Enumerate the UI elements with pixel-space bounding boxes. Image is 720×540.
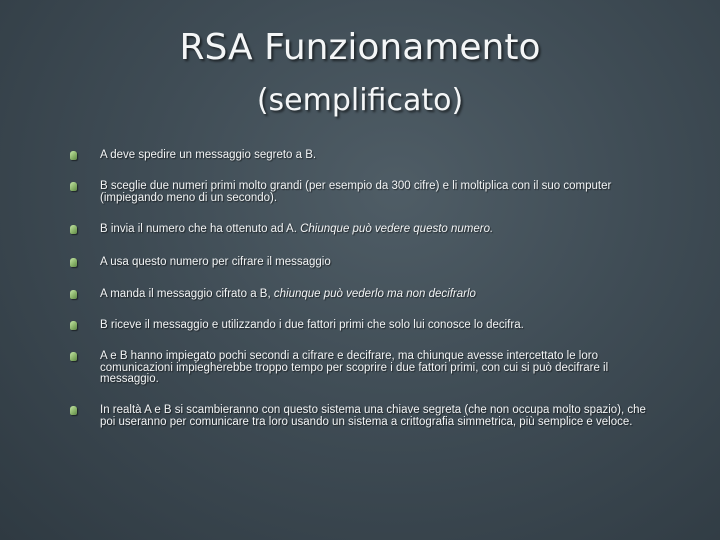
bullet-item-5	[70, 289, 476, 301]
bullet-text: B sceglie due numeri primi molto grandi (per esempio da 300 cifre) e li moltiplica con il suo computer (impiegando meno di un secondo).	[100, 180, 612, 204]
bullet-marker-icon	[70, 258, 77, 267]
bullet-marker-icon	[70, 406, 77, 415]
bullet-item-3	[70, 224, 493, 236]
bullet-item-1	[70, 150, 316, 162]
bullet-text: A e B hanno impiegato pochi secondi a cifrare e decifrare, ma chiunque avesse intercettato le loro comunicazioni impiegherebbe troppo tempo per scoprire i due fattori primi, con cui si può decifrare il messaggio.	[100, 350, 609, 385]
bullet-marker-icon	[70, 151, 77, 160]
bullet-text: B invia il numero che ha ottenuto ad A.	[100, 223, 301, 235]
bullet-text: B riceve il messaggio e utilizzando i due fattori primi che solo lui conosce lo decifra.	[100, 319, 524, 331]
bullet-text: A manda il messaggio cifrato a B,	[100, 288, 274, 300]
bullet-text: A deve spedire un messaggio segreto a B.	[100, 149, 317, 161]
bullet-italic-text: Chiunque può vedere questo numero.	[300, 223, 494, 235]
bullet-text: In realtà A e B si scambieranno con questo sistema una chiave segreta (che non occupa molto spazio), che poi useranno per comunicare tra loro usando un sistema a crittografia simmetrica, più semplice e veloce.	[100, 404, 646, 428]
slide-title	[0, 27, 720, 118]
bullet-item-2	[70, 181, 650, 204]
bullet-marker-icon	[70, 182, 77, 191]
title-line-1: RSA Funzionamento	[179, 27, 541, 68]
bullet-marker-icon	[70, 352, 77, 361]
bullet-marker-icon	[70, 290, 77, 299]
bullet-item-6	[70, 320, 524, 332]
bullet-marker-icon	[70, 321, 77, 330]
bullet-text: A usa questo numero per cifrare il messaggio	[100, 256, 331, 268]
bullet-item-7	[70, 351, 650, 386]
title-line-2: (semplificato)	[256, 83, 464, 118]
bullet-item-4	[70, 257, 331, 269]
bullet-item-8	[70, 405, 650, 428]
bullet-marker-icon	[70, 225, 77, 234]
bullet-italic-text: chiunque può vederlo ma non decifrarlo	[273, 288, 476, 300]
